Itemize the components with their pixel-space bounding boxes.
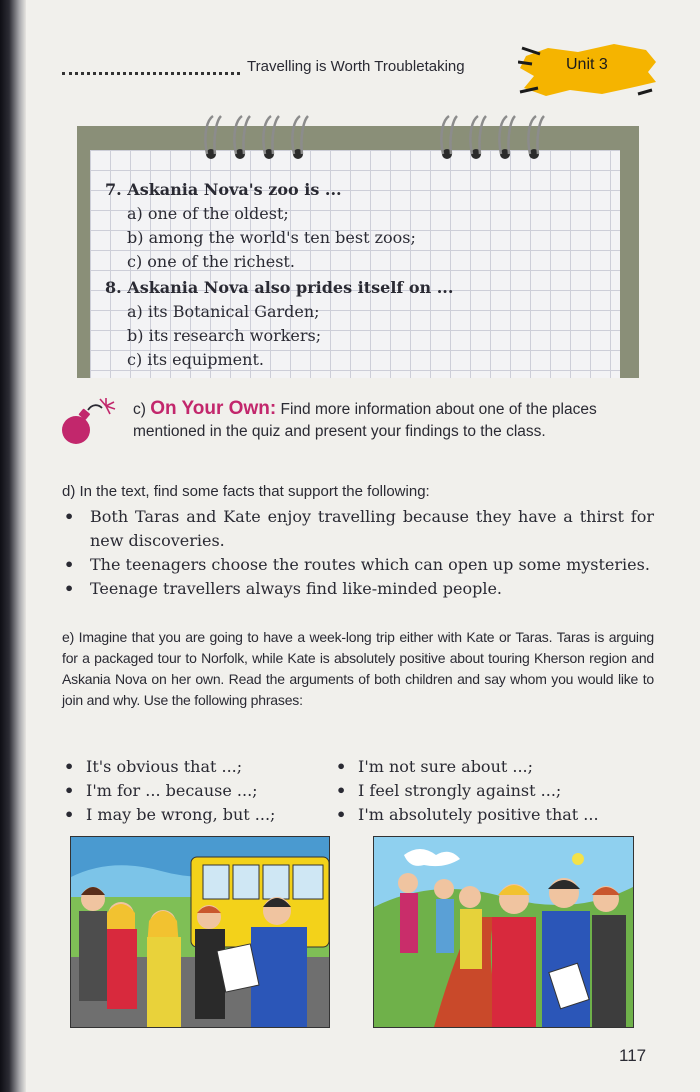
list-item: • Both Taras and Kate enjoy travelling because they have a thirst for new discoveries. xyxy=(64,507,654,550)
bomb-icon xyxy=(60,396,128,448)
list-item: • I'm not sure about ...; xyxy=(336,757,534,776)
page-number: 117 xyxy=(619,1046,647,1065)
park-walk-picture xyxy=(374,837,633,1027)
list-item: • I may be wrong, but ...; xyxy=(64,805,276,824)
task-e-paragraph: e) Imagine that you are going to have a week-long trip either with Kate or Taras. Taras is arguing for a packaged tour to Norfolk, while Kate is absolutely positive about touring Kherson region and Askania Nova on her own. Read the arguments of both children and say whom you would like to join and why. Use the following phrases: xyxy=(62,629,654,708)
list-item: • The teenagers choose the routes which can open up some mysteries. xyxy=(62,553,654,577)
quiz-option-7b: b) among the world's ten best zoos; xyxy=(127,228,416,247)
illustration-bus-tour xyxy=(70,836,330,1028)
running-header-title: Travelling is Worth Troubletaking xyxy=(247,58,465,75)
quiz-question-8: 8. Askania Nova also prides itself on ... xyxy=(105,278,454,297)
header-dotted-rule xyxy=(62,72,240,75)
quiz-questions xyxy=(105,178,605,372)
on-your-own-task xyxy=(133,398,658,443)
task-d-bullets xyxy=(62,505,654,601)
on-your-own-title: On Your Own: xyxy=(150,398,277,419)
task-d-instruction: d) In the text, find some facts that support the following: xyxy=(62,483,430,500)
book-spine-shadow xyxy=(0,0,26,1092)
bullet-glyph: • xyxy=(64,555,75,574)
illustration-park-walk xyxy=(373,836,634,1028)
on-your-own-prefix: c) xyxy=(133,401,151,418)
bus-tour-picture xyxy=(71,837,329,1027)
list-item: • I'm absolutely positive that ... xyxy=(336,805,599,824)
quiz-option-7a: a) one of the oldest; xyxy=(127,204,289,223)
on-your-own-text: Find more information about one of the places mentioned in the quiz and present your findings to the class. xyxy=(133,401,597,440)
quiz-question-7: 7. Askania Nova's zoo is ... xyxy=(105,180,342,199)
list-item: • I feel strongly against ...; xyxy=(336,781,562,800)
quiz-option-7c: c) one of the richest. xyxy=(127,252,295,271)
bullet-glyph: • xyxy=(64,579,75,598)
unit-label: Unit 3 xyxy=(566,56,608,73)
list-item: • I'm for ... because ...; xyxy=(64,781,258,800)
spiral-rings xyxy=(77,110,639,170)
quiz-option-8a: a) its Botanical Garden; xyxy=(127,302,320,321)
phrases-left-column xyxy=(62,755,324,827)
list-item: • It's obvious that ...; xyxy=(64,757,243,776)
bullet-glyph: • xyxy=(64,507,75,526)
quiz-option-8b: b) its research workers; xyxy=(127,326,322,345)
quiz-option-8c: c) its equipment. xyxy=(127,350,264,369)
phrases-right-column xyxy=(334,755,654,827)
list-item: • Teenage travellers always find like-minded people. xyxy=(62,577,654,601)
